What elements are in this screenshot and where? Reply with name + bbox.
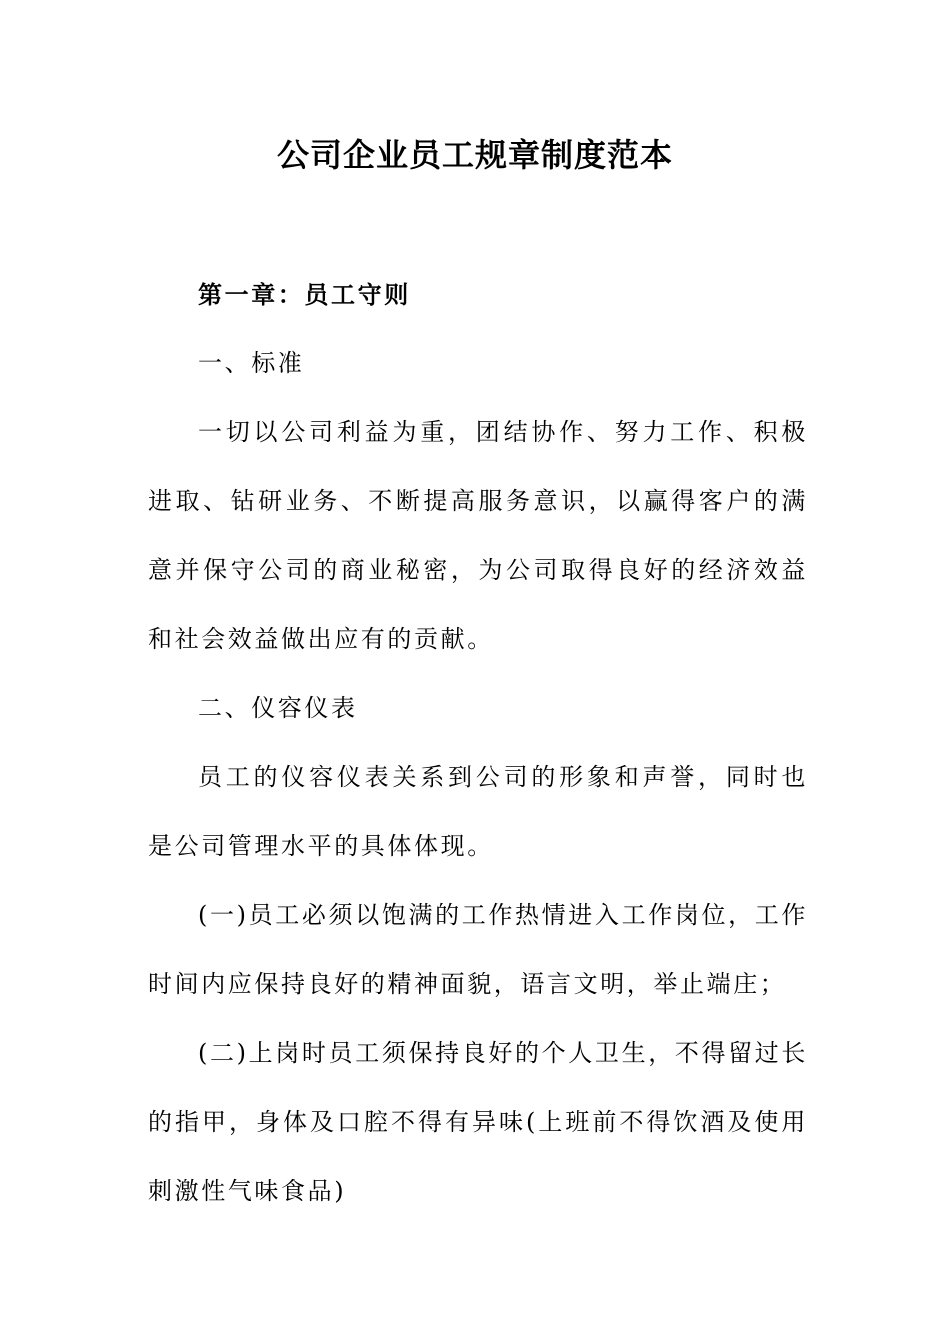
section-heading-standard: 一、标准 — [198, 349, 305, 377]
chapter-heading: 第一章：员工守则 — [198, 280, 411, 309]
paragraph-appearance-item-1: (一)员工必须以饱满的工作热情进入工作岗位，工作时间内应保持良好的精神面貌，语言文明，举止端庄； — [148, 901, 808, 998]
paragraph-appearance-item-2: (二)上岗时员工须保持良好的个人卫生，不得留过长的指甲，身体及口腔不得有异味(上班前不得饮酒及使用刺激性气味食品) — [148, 1039, 808, 1205]
paragraph-appearance-intro: 员工的仪容仪表关系到公司的形象和声誉，同时也是公司管理水平的具体体现。 — [148, 763, 808, 860]
paragraph-standard: 一切以公司利益为重，团结协作、努力工作、积极进取、钻研业务、不断提高服务意识，以赢得客户的满意并保守公司的商业秘密，为公司取得良好的经济效益和社会效益做出应有的贡献。 — [148, 418, 808, 653]
document-body — [148, 260, 808, 1226]
document-title: 公司企业员工规章制度范本 — [276, 136, 673, 174]
section-heading-appearance: 二、仪容仪表 — [198, 694, 358, 722]
